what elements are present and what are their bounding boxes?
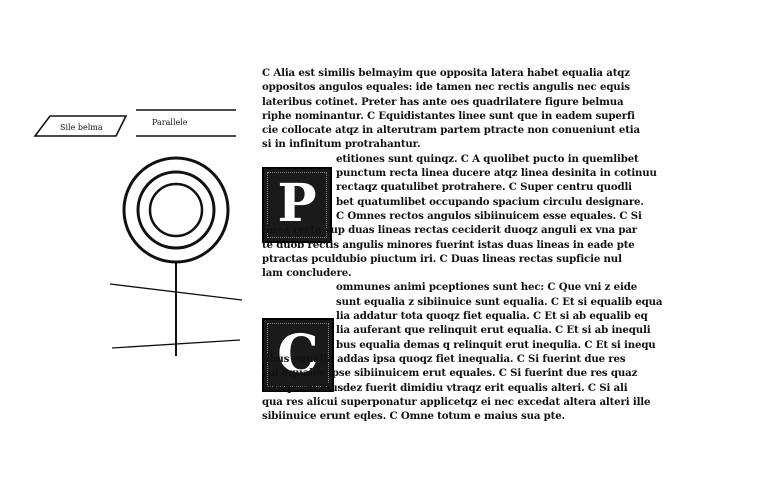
text-line: qua res alicui superponatur applicetqz ei nec excedat altera alteri ille (262, 395, 651, 408)
text-line: riphe nominantur. C Equidistantes linee sunt que in eadem superfi (262, 109, 635, 122)
text-line: cie collocate atqz in alterutram partem ptracte non conueniunt etia (262, 124, 640, 137)
text-line: etitiones sunt quinqz. C A quolibet pucto in quemlibet (336, 152, 639, 165)
text-line: lia addatur tota quoqz fiet equalia. C Et si ab equalib eq (336, 310, 648, 323)
text-line: bet quatumlibet occupando spacium circulu designare. (336, 195, 644, 208)
text-line: rectaqz quatulibet protrahere. C Super centru quodli (336, 181, 632, 194)
text-line: lia auferant que relinquit erut equalia. C Et si ab inequli (336, 324, 651, 337)
text-line: lam concludere. (262, 267, 352, 280)
geometric-figures-diagram (0, 0, 260, 500)
text-line: oppositos angulos equales: ide tamen nec rectis angulis nec equis (262, 81, 630, 94)
text-line: punctum recta linea ducere atqz linea desinita in cotinuu (336, 167, 657, 180)
decorated-initial-p: P (262, 167, 332, 243)
text-line: lateribus cotinet. Preter has ante oes quadrilatere figure belmua (262, 95, 624, 108)
parallel-label: Parallele (152, 118, 188, 127)
text-line: sibiinuice erunt eqles. C Omne totum e maius sua pte. (262, 410, 565, 423)
inner-circle (150, 184, 202, 236)
text-line: bus equalia demas q relinquit erut inequlia. C Et si inequ (336, 338, 656, 351)
decorated-initial-c: C (262, 318, 334, 392)
text-line: sunt equalia z sibiinuice sunt equalia. C Et si equalib equa (336, 295, 663, 308)
text-line: vtraqz vni eiusdez fuerit dimidiu vtraqz erit equalis alteri. C Si ali (262, 381, 628, 394)
text-line: C Alia est similis belmayim que opposita latera habet equalia atqz (262, 67, 630, 79)
text-line: ommunes animi pceptiones sunt hec: C Que vni z eide (336, 281, 638, 294)
text-column (262, 66, 700, 423)
text-line: C Omnes rectos angulos sibiinuicem esse equales. C Si (336, 209, 642, 222)
text-line: te duob rectis angulis minores fuerint istas duas lineas in eade pte (262, 238, 635, 251)
outer-circle (124, 158, 228, 262)
text-line: libus equalia addas ipsa quoqz fiet inequalia. C Si fuerint due res (262, 352, 626, 365)
text-line: ptractas pculdubio piuctum iri. C Duas lineas rectas supficie nul (262, 252, 622, 265)
text-line: si in infinitum protrahantur. (262, 138, 421, 151)
text-line: vni equales ipse sibiinuicem erut equales. C Si fuerint due res quaz (262, 367, 638, 380)
text-line: linea recta sup duas lineas rectas ceciderit duoqz anguli ex vna par (262, 224, 637, 237)
rhombus-label: Sile belma (60, 123, 103, 132)
